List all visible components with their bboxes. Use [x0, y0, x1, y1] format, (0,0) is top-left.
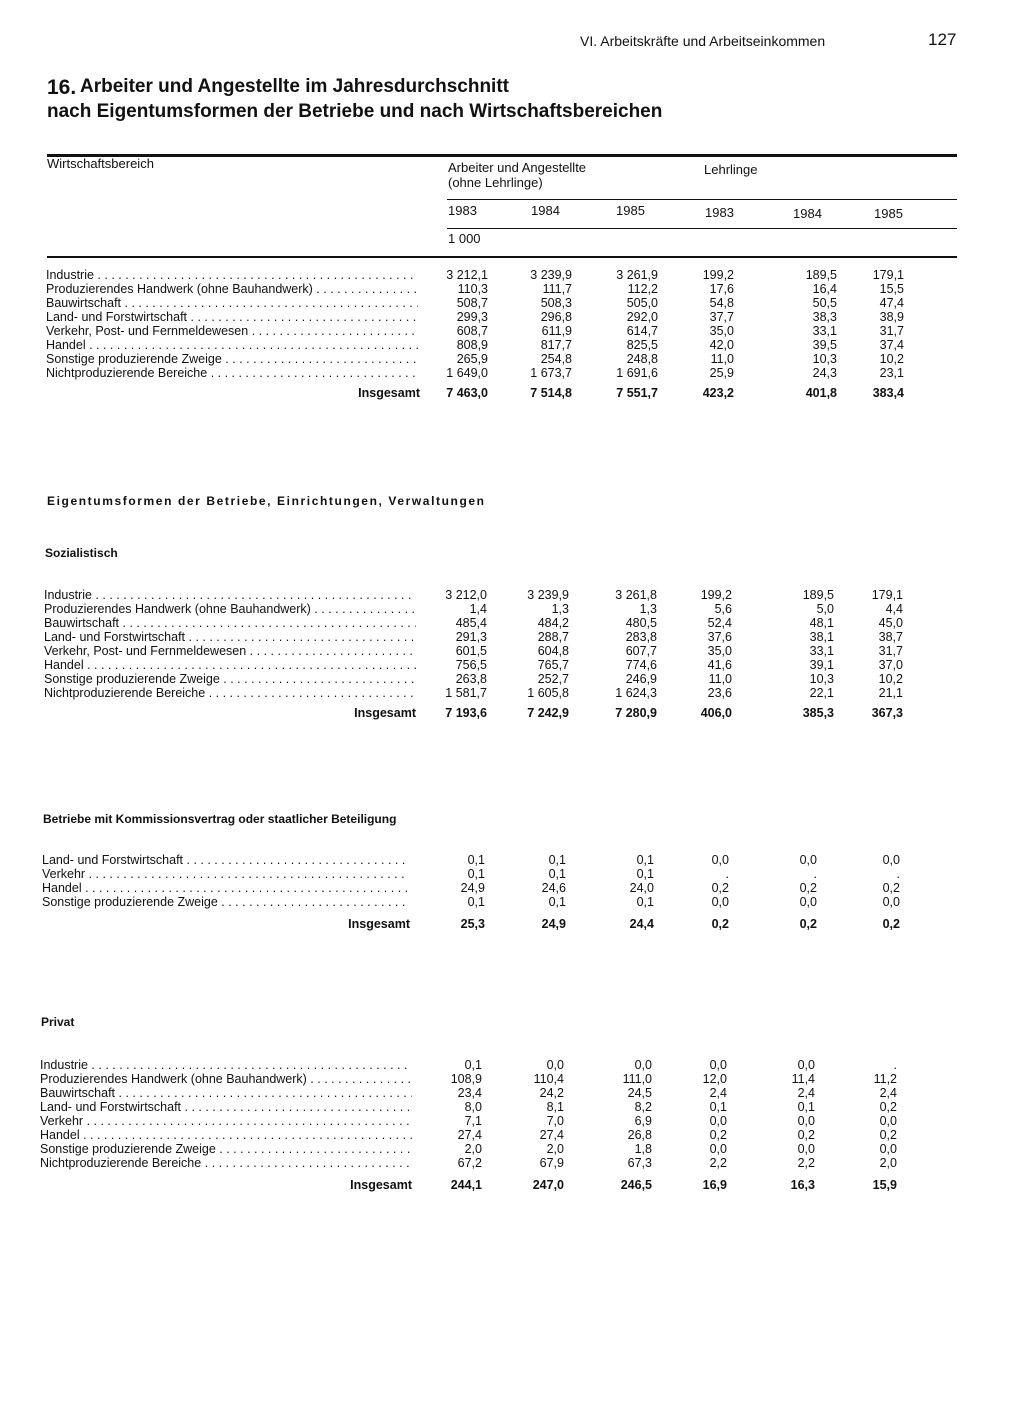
table-row — [0, 672, 1024, 686]
cell-value: 38,9 — [879, 310, 904, 324]
table-row — [0, 282, 1024, 296]
cell-value: 11,4 — [791, 1072, 815, 1086]
cell-value: 23,6 — [707, 686, 732, 700]
cell-value: 11,0 — [710, 352, 734, 366]
table-row — [0, 895, 1024, 909]
total-value: 16,9 — [702, 1178, 727, 1192]
cell-value: 38,7 — [878, 630, 903, 644]
cell-value: 27,4 — [539, 1128, 564, 1142]
cell-value: . — [896, 867, 900, 881]
header-bottom-rule — [47, 256, 957, 258]
cell-value: 6,9 — [634, 1114, 652, 1128]
cell-value: 0,0 — [797, 1114, 815, 1128]
cell-value: 33,1 — [809, 644, 834, 658]
total-value: 406,0 — [700, 706, 732, 720]
cell-value: 0,0 — [882, 895, 900, 909]
row-label: Land- und Forstwirtschaft . . . — [40, 1100, 412, 1114]
cell-value: 1 649,0 — [446, 366, 488, 380]
cell-value: 246,9 — [625, 672, 657, 686]
cell-value: 1 581,7 — [445, 686, 487, 700]
cell-value: 67,3 — [627, 1156, 652, 1170]
table-row — [0, 616, 1024, 630]
section-title-sozialistisch: Sozialistisch — [45, 546, 118, 560]
cell-value: 110,4 — [533, 1072, 564, 1086]
section-privat — [0, 1058, 1024, 1192]
cell-value: 1,3 — [551, 602, 569, 616]
table-row — [0, 352, 1024, 366]
cell-value: 0,1 — [797, 1100, 815, 1114]
total-value: 15,9 — [872, 1178, 897, 1192]
cell-value: 38,1 — [809, 630, 834, 644]
cell-value: 50,5 — [812, 296, 837, 310]
cell-value: 39,5 — [812, 338, 837, 352]
total-value: 24,9 — [541, 917, 566, 931]
cell-value: 817,7 — [540, 338, 572, 352]
cell-value: 1 691,6 — [616, 366, 658, 380]
year-header: 1983 — [448, 203, 477, 218]
cell-value: 0,0 — [709, 1114, 727, 1128]
table-row — [0, 644, 1024, 658]
cell-value: 31,7 — [879, 324, 904, 338]
total-value: 383,4 — [872, 386, 904, 400]
cell-value: 8,1 — [546, 1100, 564, 1114]
cell-value: 0,2 — [882, 881, 900, 895]
cell-value: 0,0 — [709, 1142, 727, 1156]
cell-value: 35,0 — [707, 644, 732, 658]
total-value: 7 463,0 — [446, 386, 488, 400]
cell-value: 0,2 — [799, 881, 817, 895]
table-row — [0, 630, 1024, 644]
unit-label: 1 000 — [448, 231, 481, 246]
total-value: 7 514,8 — [530, 386, 572, 400]
cell-value: 24,5 — [627, 1086, 652, 1100]
row-label: Land- und Forstwirtschaft . . . — [42, 853, 408, 867]
cell-value: 2,4 — [879, 1086, 897, 1100]
cell-value: 2,0 — [464, 1142, 482, 1156]
table-row — [0, 1128, 1024, 1142]
total-label: Insgesamt — [358, 386, 420, 400]
cell-value: 299,3 — [456, 310, 488, 324]
cell-value: 607,7 — [625, 644, 657, 658]
cell-value: 283,8 — [625, 630, 657, 644]
cell-value: 10,2 — [879, 352, 904, 366]
cell-value: 189,5 — [805, 268, 837, 282]
total-value: 24,4 — [629, 917, 654, 931]
table-row — [0, 1100, 1024, 1114]
cell-value: 11,0 — [708, 672, 732, 686]
year-header: 1984 — [793, 206, 822, 221]
cell-value: 12,0 — [702, 1072, 727, 1086]
cell-value: 505,0 — [626, 296, 658, 310]
table-row — [0, 338, 1024, 352]
row-label: Verkehr . . . — [40, 1114, 412, 1128]
table-number: 16. — [47, 76, 77, 99]
cell-value: 111,7 — [542, 282, 572, 296]
cell-value: 42,0 — [709, 338, 734, 352]
cell-value: 0,2 — [709, 1128, 727, 1142]
cell-value: 41,6 — [707, 658, 732, 672]
row-label: Land- und Forstwirtschaft . . . — [46, 310, 418, 324]
total-value: 7 193,6 — [445, 706, 487, 720]
cell-value: 2,2 — [797, 1156, 815, 1170]
cell-value: 15,5 — [879, 282, 904, 296]
total-row — [0, 1178, 1024, 1192]
cell-value: 37,6 — [707, 630, 732, 644]
cell-value: 288,7 — [537, 630, 569, 644]
cell-value: 0,1 — [709, 1100, 727, 1114]
table-title-line2: nach Eigentumsformen der Betriebe und nach Wirtschaftsbereichen — [47, 101, 663, 122]
cell-value: . — [893, 1058, 897, 1072]
total-row — [0, 386, 1024, 400]
year-header: 1985 — [616, 203, 645, 218]
cell-value: 0,0 — [709, 1058, 727, 1072]
row-label: Sonstige produzierende Zweige . . . — [44, 672, 416, 686]
cell-value: 108,9 — [450, 1072, 482, 1086]
row-label: Sonstige produzierende Zweige . . . — [40, 1142, 412, 1156]
row-label: Sonstige produzierende Zweige . . . — [42, 895, 408, 909]
row-label: Sonstige produzierende Zweige . . . — [46, 352, 418, 366]
cell-value: 508,3 — [540, 296, 572, 310]
cell-value: 26,8 — [627, 1128, 652, 1142]
total-label: Insgesamt — [350, 1178, 412, 1192]
table-row — [0, 881, 1024, 895]
header-group-rule — [447, 199, 957, 200]
cell-value: 0,0 — [879, 1114, 897, 1128]
cell-value: 48,1 — [809, 616, 834, 630]
cell-value: 0,2 — [879, 1100, 897, 1114]
cell-value: 0,0 — [711, 853, 729, 867]
total-label: Insgesamt — [348, 917, 410, 931]
column-group-arbeiter-sub: (ohne Lehrlinge) — [448, 175, 543, 190]
cell-value: 199,2 — [702, 268, 734, 282]
ownership-heading: Eigentumsformen der Betriebe, Einrichtungen, Verwaltungen — [47, 494, 486, 508]
row-label: Land- und Forstwirtschaft . . . — [44, 630, 416, 644]
cell-value: 45,0 — [878, 616, 903, 630]
total-value: 16,3 — [790, 1178, 815, 1192]
table-row — [0, 310, 1024, 324]
cell-value: 24,3 — [812, 366, 837, 380]
cell-value: 3 261,9 — [616, 268, 658, 282]
cell-value: 23,1 — [879, 366, 904, 380]
table-row — [0, 853, 1024, 867]
cell-value: 37,0 — [878, 658, 903, 672]
cell-value: 263,8 — [455, 672, 487, 686]
cell-value: 248,8 — [626, 352, 658, 366]
total-value: 401,8 — [805, 386, 837, 400]
cell-value: 47,4 — [879, 296, 904, 310]
cell-value: 0,2 — [711, 881, 729, 895]
cell-value: 110,3 — [457, 282, 488, 296]
cell-value: 16,4 — [812, 282, 837, 296]
cell-value: 756,5 — [455, 658, 487, 672]
cell-value: 292,0 — [626, 310, 658, 324]
table-row — [0, 1058, 1024, 1072]
table-row — [0, 602, 1024, 616]
table-row — [0, 1156, 1024, 1170]
cell-value: 0,1 — [548, 867, 566, 881]
year-header: 1984 — [531, 203, 560, 218]
cell-value: 608,7 — [456, 324, 488, 338]
total-row — [0, 917, 1024, 931]
cell-value: 2,2 — [709, 1156, 727, 1170]
total-value: 0,2 — [711, 917, 729, 931]
table-title-line1: Arbeiter und Angestellte im Jahresdurchschnitt — [80, 76, 509, 97]
cell-value: 7,0 — [546, 1114, 564, 1128]
total-value: 7 280,9 — [615, 706, 657, 720]
cell-value: 0,0 — [797, 1142, 815, 1156]
cell-value: 614,7 — [626, 324, 658, 338]
cell-value: 31,7 — [878, 644, 903, 658]
cell-value: 24,9 — [460, 881, 485, 895]
table-row — [0, 1114, 1024, 1128]
cell-value: 252,7 — [537, 672, 569, 686]
cell-value: 22,1 — [809, 686, 834, 700]
row-label: Handel . . . — [46, 338, 418, 352]
cell-value: 611,9 — [541, 324, 572, 338]
cell-value: 5,0 — [816, 602, 834, 616]
cell-value: 3 239,9 — [527, 588, 569, 602]
running-header: VI. Arbeitskräfte und Arbeitseinkommen — [580, 33, 826, 49]
total-label: Insgesamt — [354, 706, 416, 720]
cell-value: 33,1 — [812, 324, 837, 338]
column-group-arbeiter: Arbeiter und Angestellte — [448, 160, 587, 175]
cell-value: 37,7 — [709, 310, 734, 324]
cell-value: 0,1 — [636, 895, 654, 909]
cell-value: 179,1 — [872, 268, 904, 282]
cell-value: 0,0 — [799, 853, 817, 867]
total-value: 25,3 — [460, 917, 485, 931]
cell-value: 10,3 — [809, 672, 834, 686]
total-value: 385,3 — [802, 706, 834, 720]
cell-value: 0,0 — [711, 895, 729, 909]
row-label: Verkehr, Post- und Fernmeldewesen . . . — [46, 324, 418, 338]
cell-value: 601,5 — [455, 644, 487, 658]
cell-value: 0,1 — [467, 853, 485, 867]
row-label: Handel . . . — [40, 1128, 412, 1142]
row-label: Bauwirtschaft . . . — [44, 616, 416, 630]
cell-value: 1,8 — [634, 1142, 652, 1156]
cell-value: 8,0 — [464, 1100, 482, 1114]
row-label: Nichtproduzierende Bereiche . . . — [44, 686, 416, 700]
cell-value: 38,3 — [812, 310, 837, 324]
cell-value: 0,1 — [636, 853, 654, 867]
cell-value: 0,0 — [882, 853, 900, 867]
row-label: Produzierendes Handwerk (ohne Bauhandwerk) . . . — [44, 602, 416, 616]
cell-value: 774,6 — [625, 658, 657, 672]
table-row — [0, 324, 1024, 338]
total-value: 7 551,7 — [616, 386, 658, 400]
total-value: 0,2 — [882, 917, 900, 931]
header-top-rule — [47, 154, 957, 157]
section-wirtschaftsbereiche — [0, 268, 1024, 400]
row-label: Produzierendes Handwerk (ohne Bauhandwerk) . . . — [46, 282, 418, 296]
cell-value: 54,8 — [709, 296, 734, 310]
cell-value: . — [813, 867, 817, 881]
cell-value: 24,0 — [629, 881, 654, 895]
cell-value: 21,1 — [878, 686, 903, 700]
cell-value: 3 261,8 — [615, 588, 657, 602]
cell-value: 67,2 — [457, 1156, 482, 1170]
cell-value: 1,3 — [639, 602, 657, 616]
row-label: Produzierendes Handwerk (ohne Bauhandwerk) . . . — [40, 1072, 412, 1086]
cell-value: 0,2 — [797, 1128, 815, 1142]
cell-value: 480,5 — [625, 616, 657, 630]
row-label: Industrie . . . — [46, 268, 418, 282]
row-label: Industrie . . . — [40, 1058, 412, 1072]
cell-value: 112,2 — [627, 282, 658, 296]
total-value: 7 242,9 — [527, 706, 569, 720]
section-kommissionsvertrag — [0, 853, 1024, 931]
cell-value: 0,1 — [467, 867, 485, 881]
row-label: Handel . . . — [44, 658, 416, 672]
row-label: Bauwirtschaft . . . — [40, 1086, 412, 1100]
table-row — [0, 296, 1024, 310]
cell-value: 0,1 — [467, 895, 485, 909]
cell-value: 35,0 — [709, 324, 734, 338]
column-header-wirtschaftsbereich: Wirtschaftsbereich — [47, 156, 154, 171]
cell-value: 485,4 — [455, 616, 487, 630]
cell-value: 296,8 — [540, 310, 572, 324]
cell-value: 508,7 — [456, 296, 488, 310]
cell-value: 291,3 — [455, 630, 487, 644]
cell-value: 0,1 — [548, 853, 566, 867]
cell-value: 199,2 — [700, 588, 732, 602]
table-row — [0, 686, 1024, 700]
cell-value: 23,4 — [457, 1086, 482, 1100]
cell-value: 10,3 — [812, 352, 837, 366]
cell-value: 2,0 — [879, 1156, 897, 1170]
table-row — [0, 658, 1024, 672]
cell-value: 0,1 — [636, 867, 654, 881]
cell-value: 808,9 — [456, 338, 488, 352]
cell-value: 10,2 — [878, 672, 903, 686]
column-group-lehrlinge: Lehrlinge — [704, 162, 758, 177]
cell-value: 4,4 — [885, 602, 903, 616]
total-value: 367,3 — [871, 706, 903, 720]
cell-value: 24,6 — [541, 881, 566, 895]
cell-value: 24,2 — [539, 1086, 564, 1100]
cell-value: 5,6 — [714, 602, 732, 616]
cell-value: 1 624,3 — [615, 686, 657, 700]
cell-value: 8,2 — [634, 1100, 652, 1114]
cell-value: 0,0 — [797, 1058, 815, 1072]
cell-value: 11,2 — [873, 1072, 897, 1086]
total-value: 244,1 — [450, 1178, 482, 1192]
cell-value: . — [725, 867, 729, 881]
cell-value: 7,1 — [464, 1114, 482, 1128]
total-value: 0,2 — [799, 917, 817, 931]
cell-value: 37,4 — [879, 338, 904, 352]
cell-value: 25,9 — [709, 366, 734, 380]
total-row — [0, 706, 1024, 720]
cell-value: 1 673,7 — [530, 366, 572, 380]
cell-value: 0,0 — [634, 1058, 652, 1072]
cell-value: 3 212,1 — [446, 268, 488, 282]
cell-value: 52,4 — [707, 616, 732, 630]
cell-value: 3 239,9 — [530, 268, 572, 282]
cell-value: 111,0 — [622, 1072, 652, 1086]
cell-value: 0,0 — [546, 1058, 564, 1072]
cell-value: 0,2 — [879, 1128, 897, 1142]
cell-value: 27,4 — [457, 1128, 482, 1142]
cell-value: 17,6 — [709, 282, 734, 296]
cell-value: 265,9 — [456, 352, 488, 366]
total-value: 246,5 — [620, 1178, 652, 1192]
row-label: Nichtproduzierende Bereiche . . . — [46, 366, 418, 380]
table-row — [0, 366, 1024, 380]
cell-value: 3 212,0 — [445, 588, 487, 602]
row-label: Nichtproduzierende Bereiche . . . — [40, 1156, 412, 1170]
row-label: Verkehr . . . — [42, 867, 408, 881]
section-title-privat: Privat — [41, 1015, 75, 1029]
cell-value: 179,1 — [871, 588, 903, 602]
cell-value: 2,4 — [797, 1086, 815, 1100]
cell-value: 604,8 — [537, 644, 569, 658]
cell-value: 825,5 — [626, 338, 658, 352]
table-row — [0, 588, 1024, 602]
cell-value: 0,0 — [799, 895, 817, 909]
cell-value: 39,1 — [809, 658, 834, 672]
cell-value: 2,0 — [546, 1142, 564, 1156]
section-title-kommission: Betriebe mit Kommissionsvertrag oder staatlicher Beteiligung — [43, 812, 397, 826]
row-label: Bauwirtschaft . . . — [46, 296, 418, 310]
cell-value: 2,4 — [709, 1086, 727, 1100]
table-row — [0, 867, 1024, 881]
table-row — [0, 1142, 1024, 1156]
cell-value: 0,1 — [464, 1058, 482, 1072]
cell-value: 254,8 — [540, 352, 572, 366]
year-header: 1985 — [874, 206, 903, 221]
table-row — [0, 1072, 1024, 1086]
cell-value: 1,4 — [469, 602, 487, 616]
row-label: Industrie . . . — [44, 588, 416, 602]
cell-value: 67,9 — [539, 1156, 564, 1170]
total-value: 423,2 — [702, 386, 734, 400]
row-label: Verkehr, Post- und Fernmeldewesen . . . — [44, 644, 416, 658]
table-row — [0, 268, 1024, 282]
header-year-rule — [447, 228, 957, 229]
cell-value: 484,2 — [537, 616, 569, 630]
cell-value: 765,7 — [537, 658, 569, 672]
year-header: 1983 — [705, 205, 734, 220]
cell-value: 0,0 — [879, 1142, 897, 1156]
table-row — [0, 1086, 1024, 1100]
page-number: 127 — [928, 30, 957, 49]
cell-value: 1 605,8 — [527, 686, 569, 700]
cell-value: 189,5 — [802, 588, 834, 602]
row-label: Handel . . . — [42, 881, 408, 895]
section-sozialistisch — [0, 588, 1024, 720]
cell-value: 0,1 — [548, 895, 566, 909]
total-value: 247,0 — [532, 1178, 564, 1192]
